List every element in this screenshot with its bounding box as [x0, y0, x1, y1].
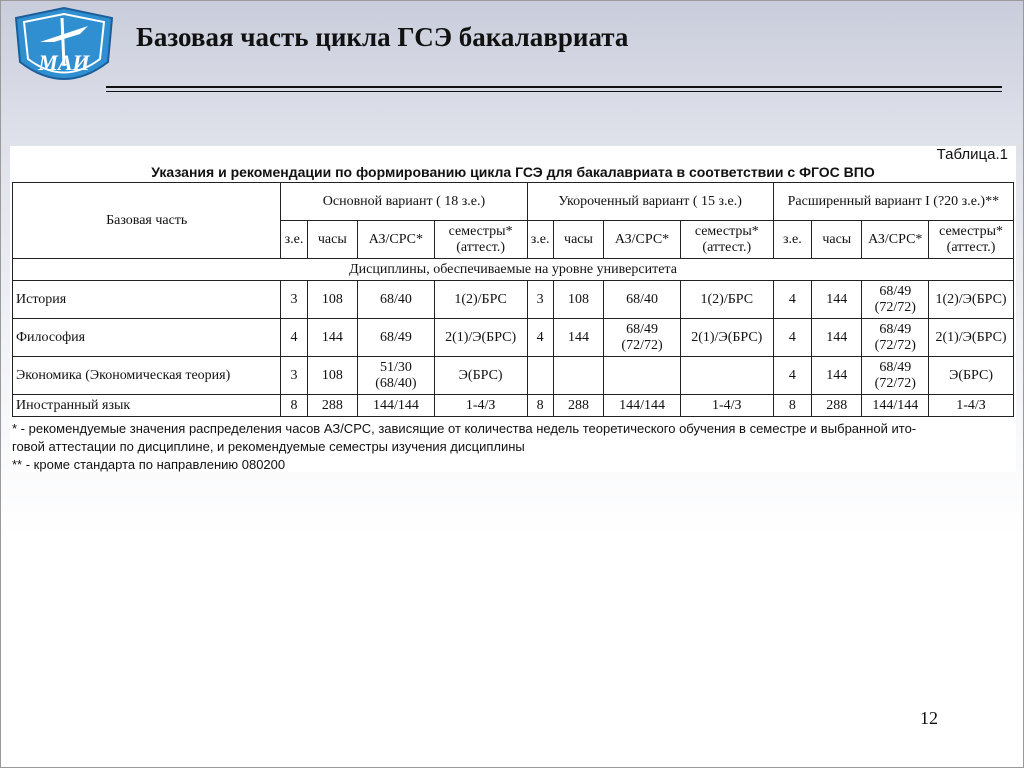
subcol-ze: з.е. — [281, 221, 307, 259]
cell: 4 — [773, 281, 811, 319]
section-label: Дисциплины, обеспечиваемые на уровне университета — [13, 259, 1014, 281]
section-row — [13, 259, 1014, 281]
table-row — [13, 281, 1014, 319]
cell: 108 — [307, 281, 357, 319]
cell: 144 — [812, 281, 862, 319]
cell: 1(2)/БРС — [680, 281, 773, 319]
header-base-part: Базовая часть — [13, 183, 281, 259]
curriculum-table — [12, 182, 1014, 417]
scanned-table-page — [10, 146, 1016, 472]
table-row — [13, 357, 1014, 395]
cell: 1(2)/Э(БРС) — [929, 281, 1014, 319]
table-notes — [12, 420, 1016, 474]
cell: 288 — [812, 395, 862, 417]
cell: 1(2)/БРС — [434, 281, 527, 319]
cell: 4 — [527, 319, 553, 357]
cell: 4 — [773, 319, 811, 357]
subcol-semesters: семестры* (аттест.) — [434, 221, 527, 259]
cell: 1-4/З — [929, 395, 1014, 417]
cell — [527, 357, 553, 395]
cell: 144/144 — [604, 395, 681, 417]
cell: 4 — [281, 319, 307, 357]
cell: 2(1)/Э(БРС) — [929, 319, 1014, 357]
table-caption: Таблица.1 — [936, 146, 1008, 163]
cell: 1-4/З — [434, 395, 527, 417]
subcol-semesters: семестры* (аттест.) — [929, 221, 1014, 259]
cell: 144/144 — [862, 395, 929, 417]
cell: 144 — [553, 319, 603, 357]
cell: 3 — [527, 281, 553, 319]
table-row — [13, 395, 1014, 417]
cell — [604, 357, 681, 395]
subcol-hours: часы — [553, 221, 603, 259]
svg-text:МАИ: МАИ — [38, 50, 90, 75]
cell — [553, 357, 603, 395]
subcol-ze: з.е. — [527, 221, 553, 259]
cell: 144/144 — [358, 395, 435, 417]
subcol-ze: з.е. — [773, 221, 811, 259]
cell: 51/30 (68/40) — [358, 357, 435, 395]
discipline-name: Философия — [13, 319, 281, 357]
cell: 108 — [553, 281, 603, 319]
cell: 2(1)/Э(БРС) — [680, 319, 773, 357]
title-rule-thin — [106, 91, 1002, 92]
cell: 8 — [281, 395, 307, 417]
cell: 68/49 (72/72) — [862, 319, 929, 357]
discipline-name: История — [13, 281, 281, 319]
note-line: говой аттестации по дисциплине, и рекомендуемые семестры изучения дисциплины — [12, 439, 525, 454]
subcol-az-srs: АЗ/СРС* — [862, 221, 929, 259]
cell: 68/49 — [358, 319, 435, 357]
note-line: * - рекомендуемые значения распределения часов АЗ/СРС, зависящие от количества недель теоретического обучения в семестре и выбранной ито- — [12, 421, 917, 436]
slide-title: Базовая часть цикла ГСЭ бакалавриата — [136, 22, 629, 52]
subcol-semesters: семестры* (аттест.) — [680, 221, 773, 259]
header-variant-main: Основной вариант ( 18 з.е.) — [281, 183, 527, 221]
discipline-name: Иностранный язык — [13, 395, 281, 417]
subcol-az-srs: АЗ/СРС* — [358, 221, 435, 259]
cell: Э(БРС) — [434, 357, 527, 395]
subcol-hours: часы — [812, 221, 862, 259]
table-row — [13, 319, 1014, 357]
header-row-variants — [13, 183, 1014, 221]
cell: 68/49 (72/72) — [862, 281, 929, 319]
cell: 144 — [812, 319, 862, 357]
cell: 68/40 — [604, 281, 681, 319]
cell: 8 — [773, 395, 811, 417]
note-line: ** - кроме стандарта по направлению 080200 — [12, 457, 286, 472]
cell: Э(БРС) — [929, 357, 1014, 395]
mai-logo — [10, 4, 118, 92]
cell: 144 — [307, 319, 357, 357]
subcol-az-srs: АЗ/СРС* — [604, 221, 681, 259]
cell: 68/40 — [358, 281, 435, 319]
table-heading: Указания и рекомендации по формированию цикла ГСЭ для бакалавриата в соответствии с ФГОС ВПО — [151, 164, 875, 180]
cell: 3 — [281, 281, 307, 319]
cell: 68/49 (72/72) — [604, 319, 681, 357]
cell: 288 — [553, 395, 603, 417]
cell: 144 — [812, 357, 862, 395]
title-rule — [106, 86, 1002, 88]
cell: 1-4/З — [680, 395, 773, 417]
cell: 3 — [281, 357, 307, 395]
cell — [680, 357, 773, 395]
cell: 288 — [307, 395, 357, 417]
header-variant-extended: Расширенный вариант I (?20 з.е.)** — [773, 183, 1013, 221]
cell: 8 — [527, 395, 553, 417]
header-variant-short: Укороченный вариант ( 15 з.е.) — [527, 183, 773, 221]
cell: 108 — [307, 357, 357, 395]
cell: 4 — [773, 357, 811, 395]
page-number: 12 — [920, 708, 938, 728]
cell: 68/49 (72/72) — [862, 357, 929, 395]
discipline-name: Экономика (Экономическая теория) — [13, 357, 281, 395]
cell: 2(1)/Э(БРС) — [434, 319, 527, 357]
subcol-hours: часы — [307, 221, 357, 259]
